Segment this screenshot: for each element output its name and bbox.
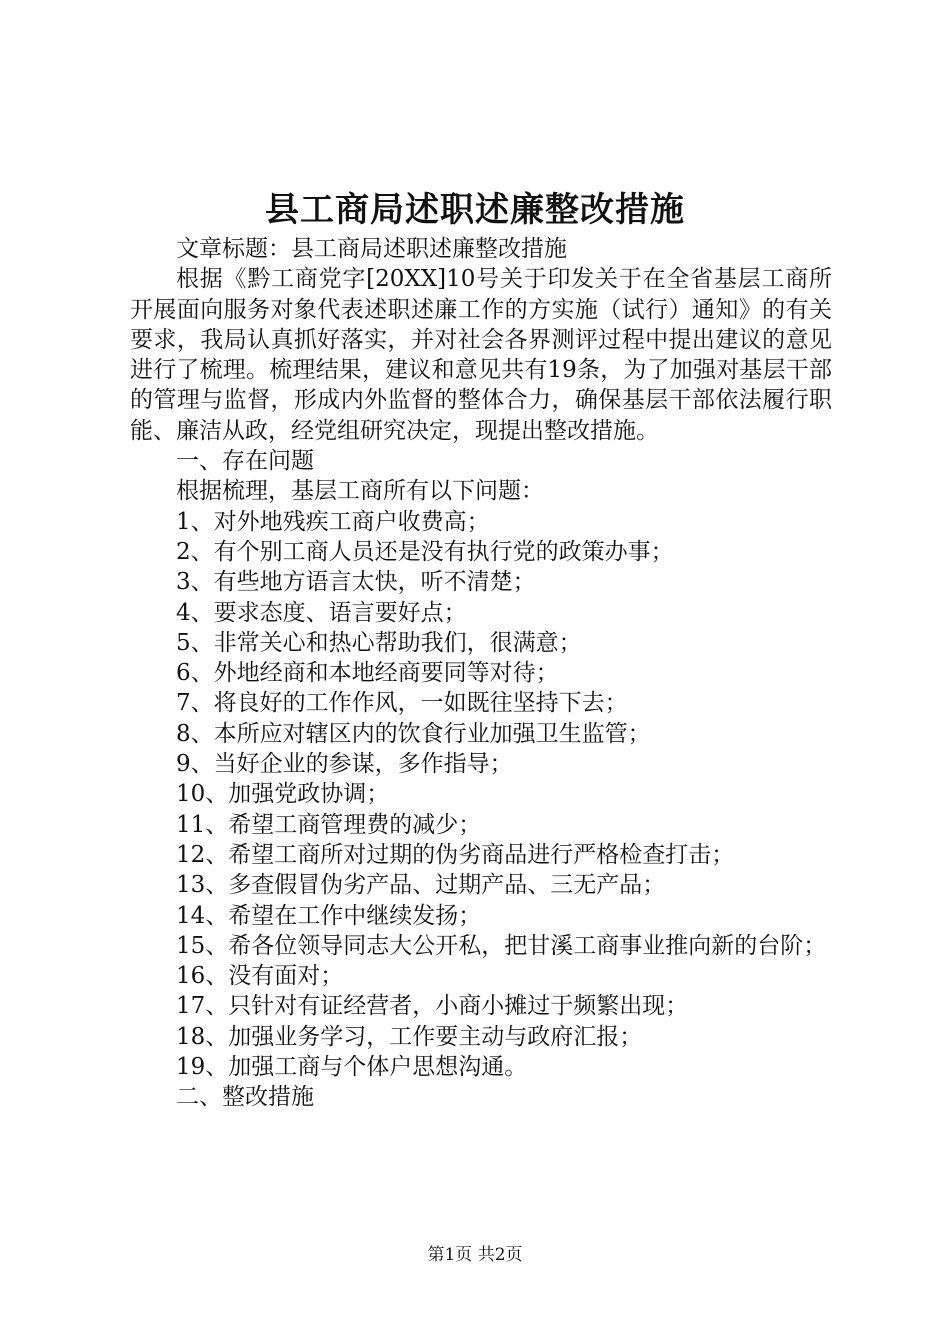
list-item: 18、加强业务学习，工作要主动与政府汇报；	[176, 1023, 643, 1050]
list-item: 6、外地经商和本地经商要同等对待；	[176, 660, 559, 687]
document-body	[130, 234, 832, 1113]
paragraph-article-title: 文章标题：县工商局述职述廉整改措施	[176, 236, 567, 262]
list-item: 13、多查假冒伪劣产品、过期产品、三无产品；	[176, 872, 666, 899]
list-item: 8、本所应对辖区内的饮食行业加强卫生监管；	[176, 720, 651, 747]
document-title: 县工商局述职述廉整改措施	[265, 190, 685, 230]
list-item: 10、加强党政协调；	[176, 781, 390, 808]
paragraph-intro: 根据《黔工商党字[20XX]10号关于印发关于在全省基层工商所开展面向服务对象代表述职述廉工作的方实施（试行）通知》的有关要求，我局认真抓好落实，并对社会各界测评过程中提出建议的意见进行了梳理。梳理结果，建议和意见共有19条，为了加强对基层干部的管理与监督，形成内外监督的整体合力，确保基层干部依法履行职能、廉洁从政，经党组研究决定，现提出整改措施。	[130, 266, 832, 444]
list-item: 17、只针对有证经营者，小商小摊过于频繁出现；	[176, 993, 689, 1020]
list-item: 15、希各位领导同志大公开私，把甘溪工商事业推向新的台阶；	[176, 932, 827, 959]
page-number: 第1页 共2页	[427, 1245, 523, 1265]
list-item: 4、要求态度、语言要好点；	[176, 599, 467, 626]
list-item: 14、希望在工作中继续发扬；	[176, 902, 482, 929]
section-heading-measures: 二、整改措施	[176, 1084, 314, 1111]
list-item: 16、没有面对；	[176, 963, 344, 990]
list-item: 1、对外地残疾工商户收费高；	[176, 508, 490, 535]
section-heading-problems: 一、存在问题	[176, 448, 314, 475]
list-item: 5、非常关心和热心帮助我们，很满意；	[176, 629, 582, 656]
list-item: 11、希望工商管理费的减少；	[176, 811, 482, 838]
list-item: 3、有些地方语言太快，听不清楚；	[176, 569, 536, 596]
list-item: 9、当好企业的参谋，多作指导；	[176, 751, 513, 778]
paragraph-problems-lead: 根据梳理，基层工商所有以下问题：	[176, 478, 544, 505]
list-item: 12、希望工商所对过期的伪劣商品进行严格检查打击；	[176, 841, 735, 868]
list-item: 2、有个别工商人员还是没有执行党的政策办事；	[176, 538, 674, 565]
list-item: 7、将良好的工作作风，一如既往坚持下去；	[176, 690, 628, 717]
list-item: 19、加强工商与个体户思想沟通。	[176, 1054, 528, 1081]
